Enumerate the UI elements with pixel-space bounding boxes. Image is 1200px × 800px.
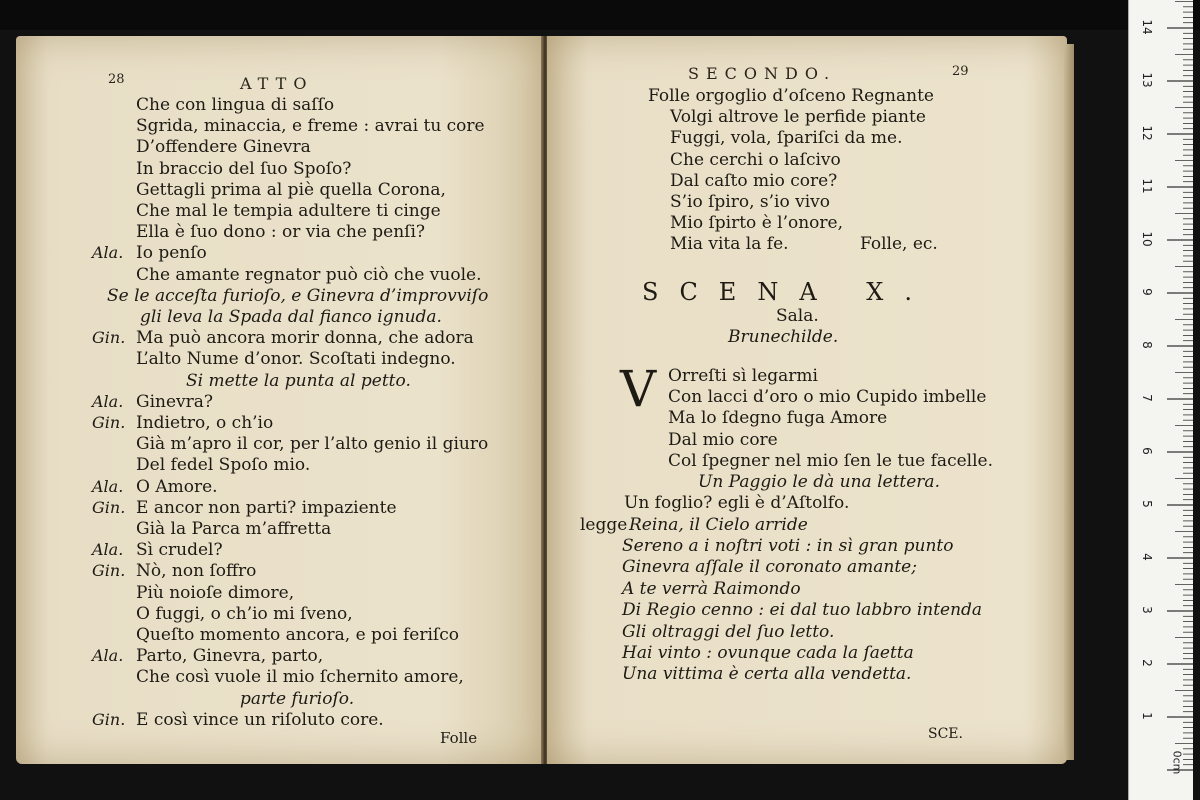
stage-direction-line: parte furioſo. [240, 689, 355, 709]
verse-line: Ella è ſuo dono : or via che penſi? [136, 222, 426, 242]
verse-line: In braccio del ſuo Spoſo? [136, 159, 352, 179]
verse-line: Che con lingua di saſſo [136, 95, 335, 115]
verse-line: Io penſo [136, 243, 207, 263]
monologue-line: Dal mio core [668, 430, 778, 450]
ruler-number: 5 [1140, 500, 1154, 508]
verse-line: Già la Parca m’affretta [136, 519, 332, 539]
aria-line: S’io ſpiro, s’io vivo [670, 192, 830, 212]
verse-line: Sì crudel? [136, 540, 223, 560]
monologue-line: Ma lo ſdegno fuga Amore [668, 408, 888, 428]
letter-line: Ginevra aſſale il coronato amante; [622, 557, 917, 577]
drop-cap: V [620, 360, 657, 418]
ruler-number: 4 [1140, 553, 1154, 561]
left-running-header: ATTO [240, 74, 314, 93]
letter-line: Una vittima è certa alla vendetta. [622, 664, 912, 684]
verse-line: Queſto momento ancora, e poi feriſco [136, 625, 459, 645]
verse-line: Che amante regnator può ciò che vuole. [136, 265, 482, 285]
verse-line: Che mal le tempia adultere ti cinge [136, 201, 441, 221]
verse-line: L’alto Nume d’onor. Scoſtati indegno. [136, 349, 456, 369]
verse-line: O fuggi, o ch’io mi ſveno, [136, 604, 353, 624]
verse-line: Ma può ancora morir donna, che adora [136, 328, 474, 348]
right-catchword: SCE. [928, 726, 963, 742]
speaker-label: Gin. [92, 328, 126, 347]
ruler-number: 10 [1140, 231, 1154, 247]
verse-line: Nò, non ſoffro [136, 561, 257, 581]
speaker-label: Gin. [92, 413, 126, 432]
left-catchword: Folle [440, 729, 478, 747]
verse-line: E così vince un riſoluto core. [136, 710, 384, 730]
aria-line: Che cerchi o laſcivo [670, 150, 841, 170]
stage-direction-line: Se le acceſta furioſo, e Ginevra d’improvviſo [107, 286, 489, 306]
stage-direction-line: gli leva la Spada dal fianco ignuda. [140, 307, 442, 327]
verse-line: Parto, Ginevra, parto, [136, 646, 324, 666]
ruler-number: 9 [1140, 288, 1154, 296]
verse-line: Indietro, o ch’io [136, 413, 274, 433]
monologue-line: Col ſpegner nel mio ſen le tue facelle. [668, 451, 993, 471]
aria-line: Folle orgoglio d’oſceno Regnante [648, 86, 934, 106]
ruler-ticks [1129, 0, 1193, 800]
measurement-ruler [1128, 0, 1193, 800]
ruler-number: 13 [1140, 72, 1154, 88]
aria-line: Mio ſpirto è l’onore, [670, 213, 844, 233]
verse-line: D’offendere Ginevra [136, 137, 311, 157]
aria-line: Fuggi, vola, ſpariſci da me. [670, 128, 903, 148]
speaker-label: Ala. [92, 243, 124, 262]
scene-character: Brunechilde. [728, 327, 839, 347]
aria-line: Volgi altrove le perfide piante [670, 107, 926, 127]
aria-line: Dal caſto mio core? [670, 171, 838, 191]
ruler-number: 14 [1140, 19, 1154, 35]
ruler-number: 6 [1140, 447, 1154, 455]
aria-line: Mia vita la fe. [670, 234, 789, 254]
verse-line: O Amore. [136, 477, 218, 497]
monologue-line: Orreſti sì legarmi [668, 366, 818, 386]
letter-line: Di Regio cenno : ei dal tuo labbro intenda [622, 600, 983, 620]
scene-title: SCENA X. [642, 278, 933, 306]
ruler-number: 11 [1140, 178, 1154, 194]
speaker-label: Ala. [92, 540, 124, 559]
letter-lead: legge [580, 515, 628, 535]
speaker-label: Gin. [92, 498, 126, 517]
letter-line: Gli oltraggi del ſuo letto. [622, 622, 835, 642]
letter-line: A te verrà Raimondo [622, 579, 801, 599]
speaker-label: Ala. [92, 646, 124, 665]
dark-background [0, 0, 1200, 30]
letter-line: Hai vinto : ovunque cada la ſaetta [622, 643, 914, 663]
letter-line: Sereno a i noſtri voti : in sì gran punto [622, 536, 954, 556]
verse-line: Sgrida, minaccia, e freme : avrai tu core [136, 116, 485, 136]
ruler-number: 7 [1140, 394, 1154, 402]
ruler-number: 1 [1140, 712, 1154, 720]
ruler-number: 12 [1140, 125, 1154, 141]
right-running-header: SECONDO. [688, 64, 837, 83]
verse-line: Più noioſe dimore, [136, 583, 295, 603]
speaker-label: Ala. [92, 392, 124, 411]
right-page-number: 29 [952, 64, 969, 79]
left-page-number: 28 [108, 72, 125, 87]
monologue-line: Con lacci d’oro o mio Cupido imbelle [668, 387, 987, 407]
letter-first-line: Reina, il Cielo arride [629, 515, 808, 535]
speaker-label: Gin. [92, 561, 126, 580]
stage-direction-line: Si mette la punta al petto. [186, 371, 411, 391]
speaker-label: Ala. [92, 477, 124, 496]
speaker-label: Gin. [92, 710, 126, 729]
verse-line: Gettagli prima al piè quella Corona, [136, 180, 446, 200]
ruler-number: 2 [1140, 659, 1154, 667]
aria-repeat: Folle, ec. [860, 234, 938, 254]
page-edges [1064, 44, 1074, 760]
ruler-number: 8 [1140, 341, 1154, 349]
ruler-unit-label: 0cm [1170, 750, 1184, 775]
letter-intro: Un foglio? egli è d’Aſtolfo. [624, 493, 850, 513]
verse-line: Del fedel Spoſo mio. [136, 455, 311, 475]
verse-line: Già m’apro il cor, per l’alto genio il giuro [136, 434, 489, 454]
verse-line: Ginevra? [136, 392, 214, 412]
stage-direction: Un Paggio le dà una lettera. [698, 472, 940, 492]
verse-line: Che così vuole il mio ſchernito amore, [136, 667, 464, 687]
ruler-number: 3 [1140, 606, 1154, 614]
verse-line: E ancor non parti? impaziente [136, 498, 397, 518]
scene-place: Sala. [776, 306, 819, 326]
